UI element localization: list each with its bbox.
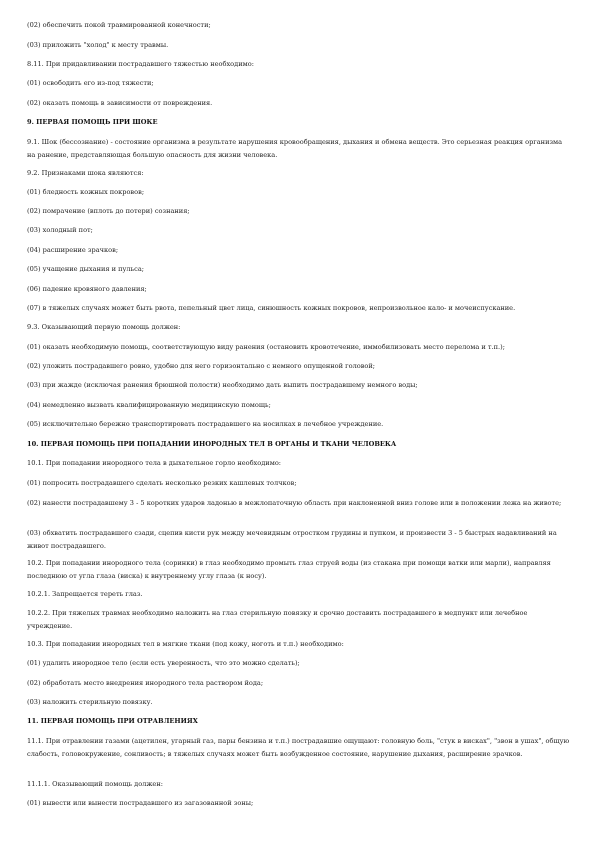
paragraph: (01) освободить его из-под тяжести; xyxy=(27,79,154,87)
paragraph: 10.3. При попадании инородных тел в мягкие ткани (под кожу, ноготь и т.п.) необходимо: xyxy=(27,640,344,648)
paragraph: (07) в тяжелых случаях может быть рвота, пепельный цвет лица, синюшность кожных покровов, непроизвольное кало- и мочеиспускание. xyxy=(27,304,516,312)
paragraph: (01) вывести или вынести пострадавшего из загазованной зоны; xyxy=(27,799,254,807)
paragraph: (02) оказать помощь в зависимости от повреждения. xyxy=(27,99,213,107)
section-heading: 10. ПЕРВАЯ ПОМОЩЬ ПРИ ПОПАДАНИИ ИНОРОДНЫХ ТЕЛ В ОРГАНЫ И ТКАНИ ЧЕЛОВЕКА xyxy=(27,440,397,448)
paragraph: (06) падение кровяного давления; xyxy=(27,285,147,293)
paragraph: 10.1. При попадании инородного тела в дыхательное горло необходимо: xyxy=(27,459,282,467)
paragraph: (03) холодный пот; xyxy=(27,226,93,234)
section-heading: 11. ПЕРВАЯ ПОМОЩЬ ПРИ ОТРАВЛЕНИЯХ xyxy=(27,717,198,725)
paragraph: 10.2. При попадании инородного тела (соринки) в глаз необходимо промыть глаз струей воды (из стакана при помощи ватки или марли), направляя последнюю от угла глаза (виска) к внутреннему углу глаза (к носу). xyxy=(27,559,551,581)
paragraph: (03) при жажде (исключая ранения брюшной полости) необходимо дать выпить пострадавшему немного воды; xyxy=(27,381,418,389)
paragraph: (01) оказать необходимую помощь, соответствующую виду ранения (остановить кровотечение, иммобилизовать место перелома и т.п.); xyxy=(27,343,505,351)
paragraph: (03) наложить стерильную повязку. xyxy=(27,698,153,706)
paragraph: (05) учащение дыхания и пульса; xyxy=(27,265,145,273)
paragraph: (02) обеспечить покой травмированной конечности; xyxy=(27,21,211,29)
paragraph: 9.1. Шок (бессознание) - состояние организма в результате нарушения кровообращения, дыхания и обмена веществ. Это серьезная реакция организма на ранение, представляющая большую опасность для жизни человека. xyxy=(27,138,563,160)
paragraph: 9.3. Оказывающий первую помощь должен: xyxy=(27,323,181,331)
paragraph: 11.1. При отравлении газами (ацетилен, угарный газ, пары бензина и т.п.) пострадавшие ощущают: головную боль, "стук в висках", "звон в ушах", общую слабость, головокружение, сонливость; в тяжелых случаях может быть возбужденное состояние, нарушение дыхания, расширение зрачков. xyxy=(27,737,570,759)
section-heading: 9. ПЕРВАЯ ПОМОЩЬ ПРИ ШОКЕ xyxy=(27,118,158,126)
paragraph: (02) помрачение (вплоть до потери) сознания; xyxy=(27,207,190,215)
paragraph: 8.11. При придавливании пострадавшего тяжестью необходимо: xyxy=(27,60,254,68)
paragraph: (04) расширение зрачков; xyxy=(27,246,119,254)
paragraph: (02) обработать место внедрения инородного тела раствором йода; xyxy=(27,679,264,687)
paragraph: (01) попросить пострадавшего сделать несколько резких кашлевых толчков; xyxy=(27,479,297,487)
paragraph: (05) исключительно бережно транспортировать пострадавшего на носилках в лечебное учреждение. xyxy=(27,420,384,428)
paragraph: (02) уложить пострадавшего ровно, удобно для него горизонтально с немного опущенной головой; xyxy=(27,362,376,370)
paragraph: (01) удалить инородное тело (если есть уверенность, что это можно сделать); xyxy=(27,659,300,667)
paragraph: (03) приложить "холод" к месту травмы. xyxy=(27,41,169,49)
paragraph: (01) бледность кожных покровов; xyxy=(27,188,145,196)
paragraph: (04) немедленно вызвать квалифицированную медицинскую помощь; xyxy=(27,401,271,409)
paragraph: 10.2.1. Запрещается тереть глаз. xyxy=(27,590,143,598)
paragraph: 9.2. Признаками шока являются: xyxy=(27,169,144,177)
paragraph: 10.2.2. При тяжелых травмах необходимо наложить на глаз стерильную повязку и срочно доставить пострадавшего в медпункт или лечебное учреждение. xyxy=(27,609,528,631)
paragraph: (03) обхватить пострадавшего сзади, сцепив кисти рук между мечевидным отростком грудины и пупком, и произвести 3 - 5 быстрых надавливаний на живот пострадавшего. xyxy=(27,529,557,551)
paragraph: (02) нанести пострадавшему 3 - 5 коротких ударов ладонью в межлопаточную область при наклоненной вниз голове или в положении лежа на животе; xyxy=(27,499,562,507)
paragraph: 11.1.1. Оказывающий помощь должен: xyxy=(27,780,163,788)
